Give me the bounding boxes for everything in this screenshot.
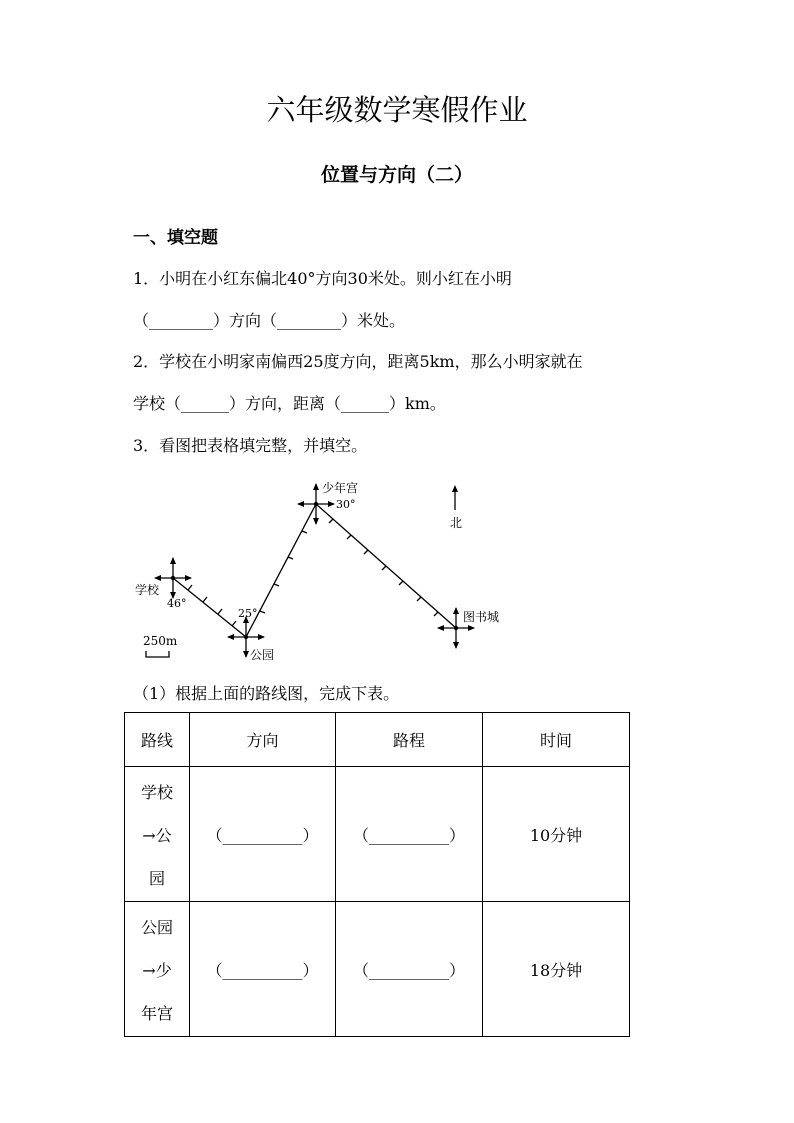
route-cell	[125, 767, 190, 902]
route-map	[130, 470, 530, 670]
map-label-school: 学校	[135, 583, 160, 597]
page-title: 六年级数学寒假作业	[266, 93, 528, 127]
table-header-route: 路线	[125, 713, 190, 767]
route-text: 学校	[140, 782, 173, 802]
subquestion-1: （1）根据上面的路线图，完成下表。	[133, 684, 400, 703]
route-text: →少	[142, 960, 172, 980]
time-cell: 10分钟	[483, 767, 630, 902]
direction-blank[interactable]: （__________）	[190, 767, 336, 902]
question-2-line-1: 2．学校在小明家南偏西25度方向，距离5km，那么小明家就在	[133, 352, 583, 371]
map-angle-school: 46°	[167, 597, 187, 610]
scale-bar	[146, 651, 169, 657]
table-header-direction: 方向	[190, 713, 336, 767]
map-scale-label: 250m	[143, 634, 178, 648]
distance-blank[interactable]: （__________）	[336, 902, 483, 1037]
map-label-palace: 少年宫	[322, 481, 359, 495]
route-text: 年宫	[140, 1003, 173, 1023]
table-header-row	[125, 713, 630, 767]
route-text: 公园	[140, 917, 173, 937]
page-subtitle: 位置与方向（二）	[320, 164, 473, 186]
map-label-north: 北	[450, 516, 463, 530]
question-3-line-1: 3．看图把表格填完整，并填空。	[133, 436, 368, 455]
map-angle-park: 25°	[238, 607, 258, 620]
map-angle-palace: 30°	[336, 498, 356, 511]
route-cell	[125, 902, 190, 1037]
question-1-line-1: 1．小明在小红东偏北40°方向30米处。则小红在小明	[133, 269, 512, 288]
table-row	[125, 902, 630, 1037]
time-cell: 18分钟	[483, 902, 630, 1037]
table-header-distance: 路程	[336, 713, 483, 767]
table-header-time: 时间	[483, 713, 630, 767]
route-text: →公	[142, 825, 172, 845]
question-1-line-2: （________）方向（________）米处。	[133, 311, 406, 330]
route-text: 园	[148, 868, 165, 888]
section-heading: 一、填空题	[133, 228, 218, 248]
map-label-park: 公园	[250, 648, 275, 662]
table-row	[125, 767, 630, 902]
map-label-bookstore: 图书城	[463, 610, 500, 624]
distance-blank[interactable]: （__________）	[336, 767, 483, 902]
question-2-line-2: 学校（______）方向，距离（______）km。	[133, 394, 446, 413]
route-table	[124, 712, 630, 1037]
direction-blank[interactable]: （__________）	[190, 902, 336, 1037]
